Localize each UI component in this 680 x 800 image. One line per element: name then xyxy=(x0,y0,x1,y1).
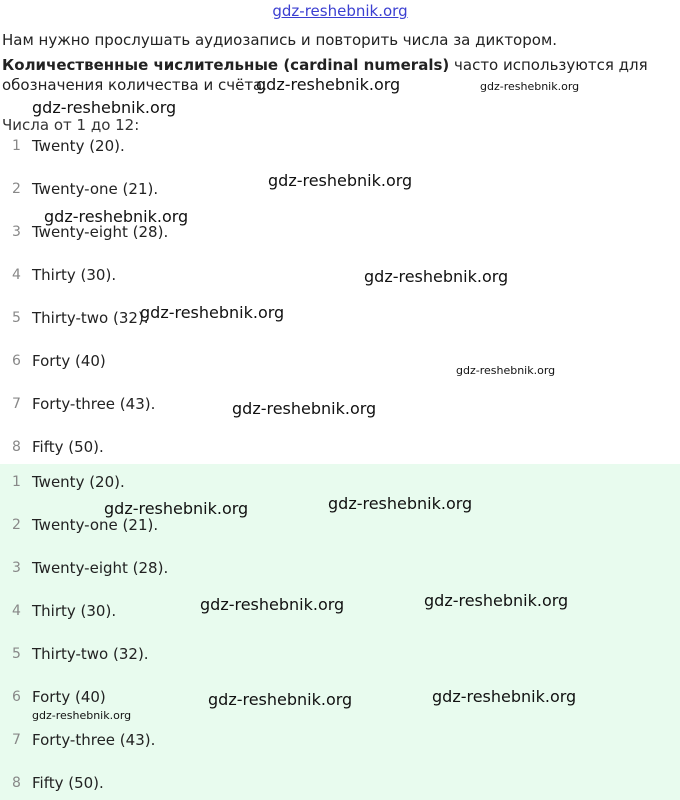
list-item-number: 6 xyxy=(12,353,21,369)
list-item-text: Forty-three (43). xyxy=(32,731,156,749)
site-header-link[interactable]: gdz-reshebnik.org xyxy=(272,2,408,20)
intro-line-1: Нам нужно прослушать аудиозапись и повторить числа за диктором. xyxy=(2,31,558,49)
watermark-text: gdz-reshebnik.org xyxy=(200,595,345,614)
list-item-number: 1 xyxy=(12,474,21,490)
list-item-text: Twenty-one (21). xyxy=(32,516,159,534)
list-item-number: 7 xyxy=(12,732,21,748)
watermark-text: gdz-reshebnik.org xyxy=(456,364,556,377)
watermark-text: gdz-reshebnik.org xyxy=(104,499,249,518)
list-item-text: Twenty-eight (28). xyxy=(32,223,169,241)
list-item-text: Forty (40) xyxy=(32,352,106,370)
list-item-number: 3 xyxy=(12,560,21,576)
list-item-number: 6 xyxy=(12,689,21,705)
watermark-text: gdz-reshebnik.org xyxy=(32,98,177,117)
list-item-number: 8 xyxy=(12,775,21,791)
list-item-text: Twenty (20). xyxy=(32,137,125,155)
list-item-text: Fifty (50). xyxy=(32,438,104,456)
list-item-text: Fifty (50). xyxy=(32,774,104,792)
intro-rest: часто используются для обозначения количества и счёта. xyxy=(2,56,648,94)
watermark-text: gdz-reshebnik.org xyxy=(44,207,189,226)
list-item-number: 5 xyxy=(12,646,21,662)
watermark-text: gdz-reshebnik.org xyxy=(208,690,353,709)
list-item-number: 4 xyxy=(12,267,21,283)
watermark-text: gdz-reshebnik.org xyxy=(140,303,285,322)
watermark-text: gdz-reshebnik.org xyxy=(432,687,577,706)
list-item-text: Thirty (30). xyxy=(32,266,117,284)
watermark-text: gdz-reshebnik.org xyxy=(480,80,580,93)
watermark-text: gdz-reshebnik.org xyxy=(256,75,401,94)
watermark-text: gdz-reshebnik.org xyxy=(364,267,509,286)
watermark-text: gdz-reshebnik.org xyxy=(268,171,413,190)
intro-bold-term: Количественные числительные (cardinal numerals) xyxy=(2,56,450,74)
list-item-text: Forty (40) xyxy=(32,688,106,706)
watermark-text: gdz-reshebnik.org xyxy=(32,709,132,722)
watermark-text: gdz-reshebnik.org xyxy=(328,494,473,513)
list-item-number: 2 xyxy=(12,517,21,533)
list-item-text: Thirty-two (32). xyxy=(32,309,149,327)
watermark-text: gdz-reshebnik.org xyxy=(424,591,569,610)
list-item-text: Twenty (20). xyxy=(32,473,125,491)
list-item-text: Thirty-two (32). xyxy=(32,645,149,663)
list-item-text: Forty-three (43). xyxy=(32,395,156,413)
list-item-number: 4 xyxy=(12,603,21,619)
highlight-block xyxy=(0,464,680,800)
list-item-number: 1 xyxy=(12,138,21,154)
list-item-text: Twenty-eight (28). xyxy=(32,559,169,577)
list-item-number: 8 xyxy=(12,439,21,455)
list-item-text: Thirty (30). xyxy=(32,602,117,620)
list-item-text: Twenty-one (21). xyxy=(32,180,159,198)
list-item-number: 5 xyxy=(12,310,21,326)
list-item-number: 7 xyxy=(12,396,21,412)
list-heading: Числа от 1 до 12: xyxy=(2,116,140,134)
watermark-text: gdz-reshebnik.org xyxy=(232,399,377,418)
list-item-number: 3 xyxy=(12,224,21,240)
list-item-number: 2 xyxy=(12,181,21,197)
